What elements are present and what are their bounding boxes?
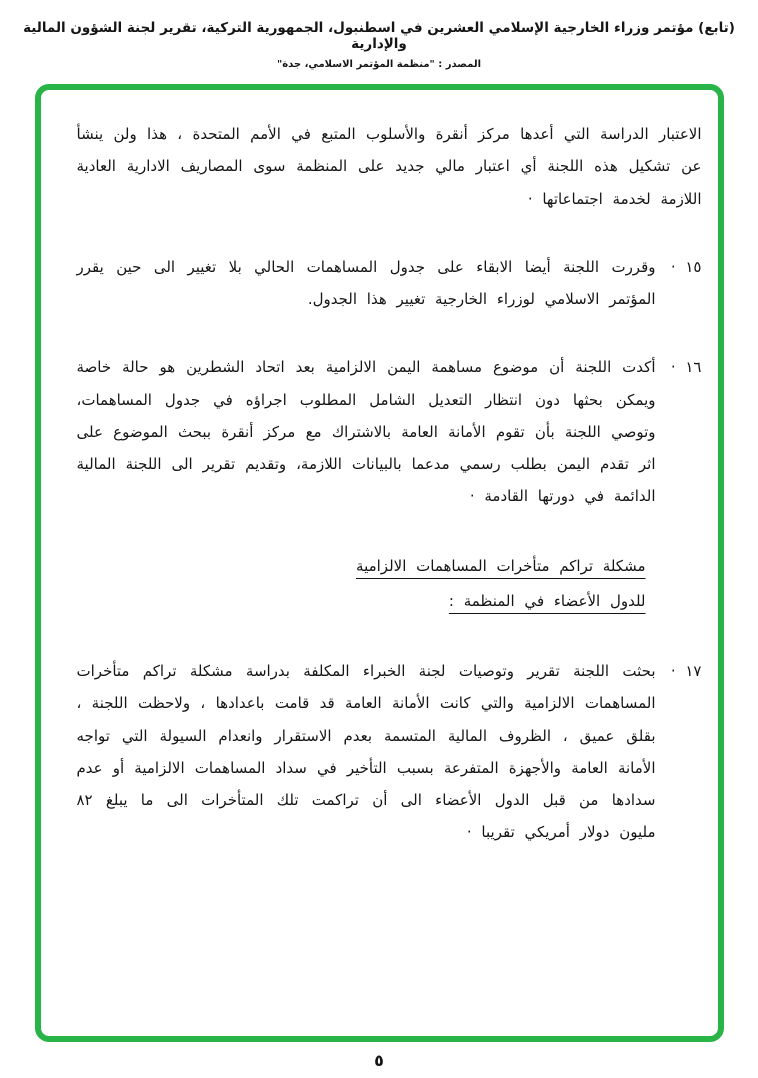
item-number-17: ١٧ · [670,662,702,680]
list-item-17 [77,655,702,849]
page-number: ٥ [374,1051,384,1070]
section-heading-line2: للدول الأعضاء في المنظمة : [448,591,646,610]
header-title: (تابع) مؤتمر وزراء الخارجية الإسلامي العشرين في اسطنبول، الجمهورية التركية، تقرير لجنة الشؤون المالية والإدارية [23,20,735,52]
document-header [0,0,758,70]
item-number-15: ١٥ · [670,257,702,276]
header-source: المصدر : "منظمة المؤتمر الاسلامي، جدة" [276,59,481,70]
item-text-15: وقررت اللجنة أيضا الابقاء على جدول المساهمات الحالي بلا تغيير الى حين يقرر المؤتمر الاسلامي لوزراء الخارجية تغيير هذا الجدول. [76,257,656,308]
list-item-16 [77,351,702,512]
list-item-15 [77,251,702,316]
item-text-17: بحثت اللجنة تقرير وتوصيات لجنة الخبراء المكلفة بدراسة مشكلة تراكم متأخرات المساهمات الالزامية والتي كانت الأمانة العامة قد قامت باعدادها ، ولاحظت اللجنة ، بقلق عميق ، الظروف المالية المتسمة بعدم الاستقرار وانعدام السيولة التي تواجه الأمانة العامة والأجهزة المتفرعة بسبب التأخير في سداد المساهمات الالزامية أو عدم سدادها من قبل الدول الأعضاء الى أن تراكمت تلك المتأخرات الى ما يبلغ ٨٢ مليون دولار أمريكي تقريبا · [76,662,656,842]
section-heading-line1: مشكلة تراكم متأخرات المساهمات الالزامية [356,556,646,575]
item-number-16: ١٦ · [670,358,702,377]
green-border-frame [35,84,724,1042]
paragraph-continuation: الاعتبار الدراسة التي أعدها مركز أنقرة والأسلوب المتبع في الأمم المتحدة ، هذا ولن ينشأ عن تشكيل هذه اللجنة أي اعتبار مالي جديد على المنظمة سوى المصاريف الادارية العادية اللازمة لخدمة اجتماعاتها · [76,125,702,208]
document-body [41,90,718,865]
section-heading [77,549,646,620]
item-text-16: أكدت اللجنة أن موضوع مساهمة اليمن الالزامية بعد اتحاد الشطرين هو حالة خاصة ويمكن بحثها دون انتظار التعديل الشامل المطلوب اجراؤه في جدول المساهمات، وتوصي اللجنة بأن تقوم الأمانة العامة بالاشتراك مع مركز أنقرة ببحث الموضوع على اثر تقدم اليمن بطلب رسمي مدعما بالبيانات اللازمة، وتقديم تقرير الى اللجنة المالية الدائمة في دورتها القادمة · [76,358,656,506]
